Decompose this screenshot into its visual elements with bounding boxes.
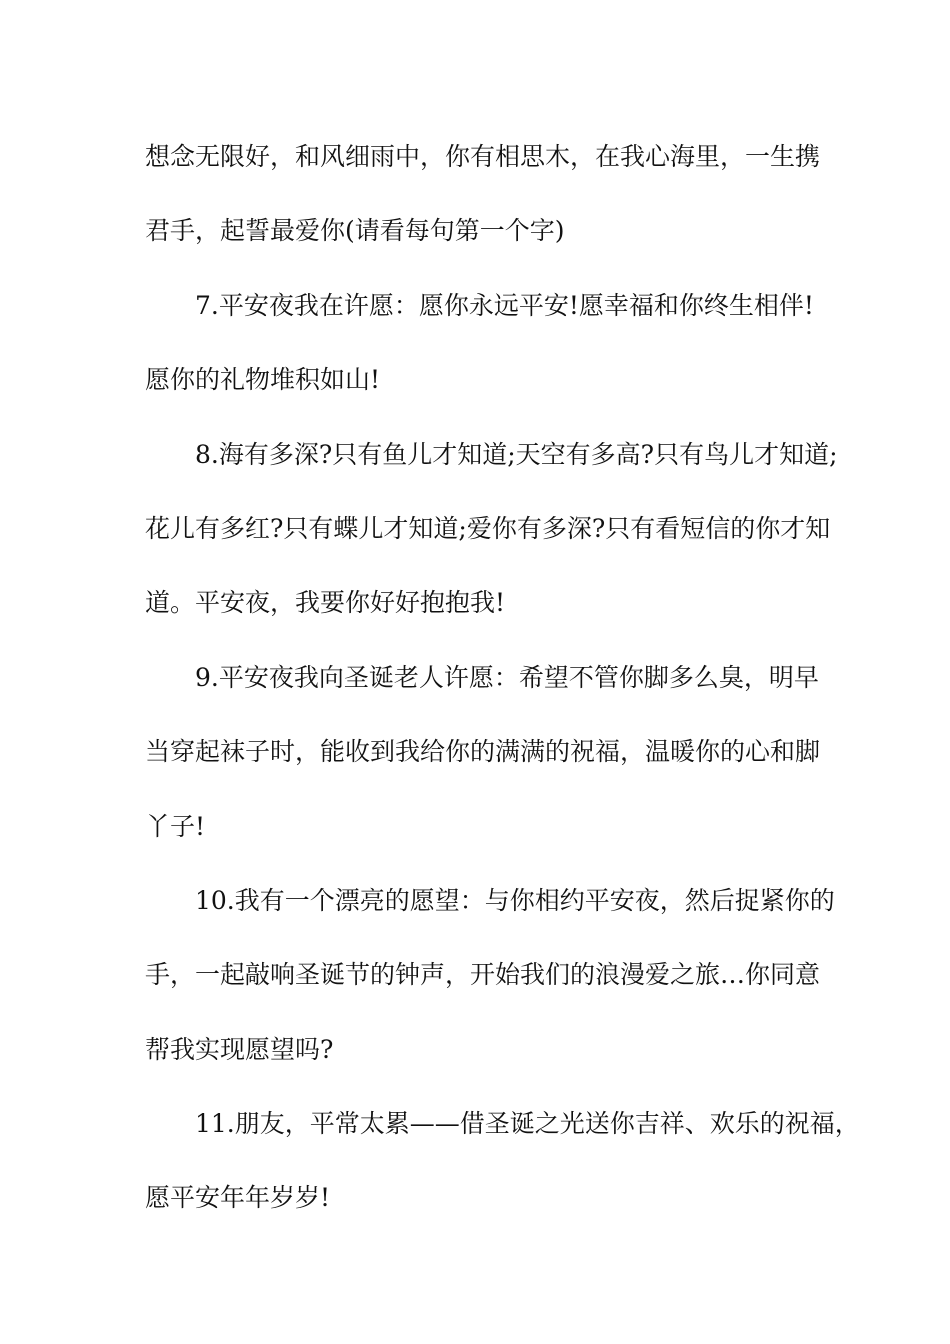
- text-line: 帮我实现愿望吗?: [145, 1034, 334, 1064]
- paragraph-7-line: 7.平安夜我在许愿：愿你永远平安!愿幸福和你终生相伴!: [195, 290, 814, 320]
- text-line: 花儿有多红?只有蝶儿才知道;爱你有多深?只有看短信的你才知: [145, 513, 831, 543]
- text-line: 君手，起誓最爱你(请看每句第一个字): [145, 216, 565, 246]
- paragraph-9-line: 9.平安夜我向圣诞老人许愿：希望不管你脚多么臭，明早: [195, 662, 819, 692]
- text-line: 想念无限好，和风细雨中，你有相思木，在我心海里，一生携: [145, 142, 821, 171]
- document-body: [145, 120, 860, 1236]
- paragraph-8-line: 8.海有多深?只有鱼儿才知道;天空有多高?只有鸟儿才知道;: [195, 439, 838, 469]
- text-line: 愿你的礼物堆积如山!: [145, 365, 381, 395]
- paragraph-10-line: 10.我有一个漂亮的愿望：与你相约平安夜，然后捉紧你的: [195, 885, 835, 915]
- text-line: 道。平安夜，我要你好好抱抱我!: [145, 588, 506, 618]
- paragraph-11-line: 11.朋友，平常太累——借圣诞之光送你吉祥、欢乐的祝福，: [195, 1109, 860, 1139]
- text-line: 当穿起袜子时，能收到我给你的满满的祝福，温暖你的心和脚: [145, 737, 821, 767]
- text-line: 丫子!: [145, 811, 206, 841]
- text-line: 手，一起敲响圣诞节的钟声，开始我们的浪漫爱之旅…你同意: [145, 960, 821, 990]
- text-line: 愿平安年年岁岁!: [145, 1183, 331, 1213]
